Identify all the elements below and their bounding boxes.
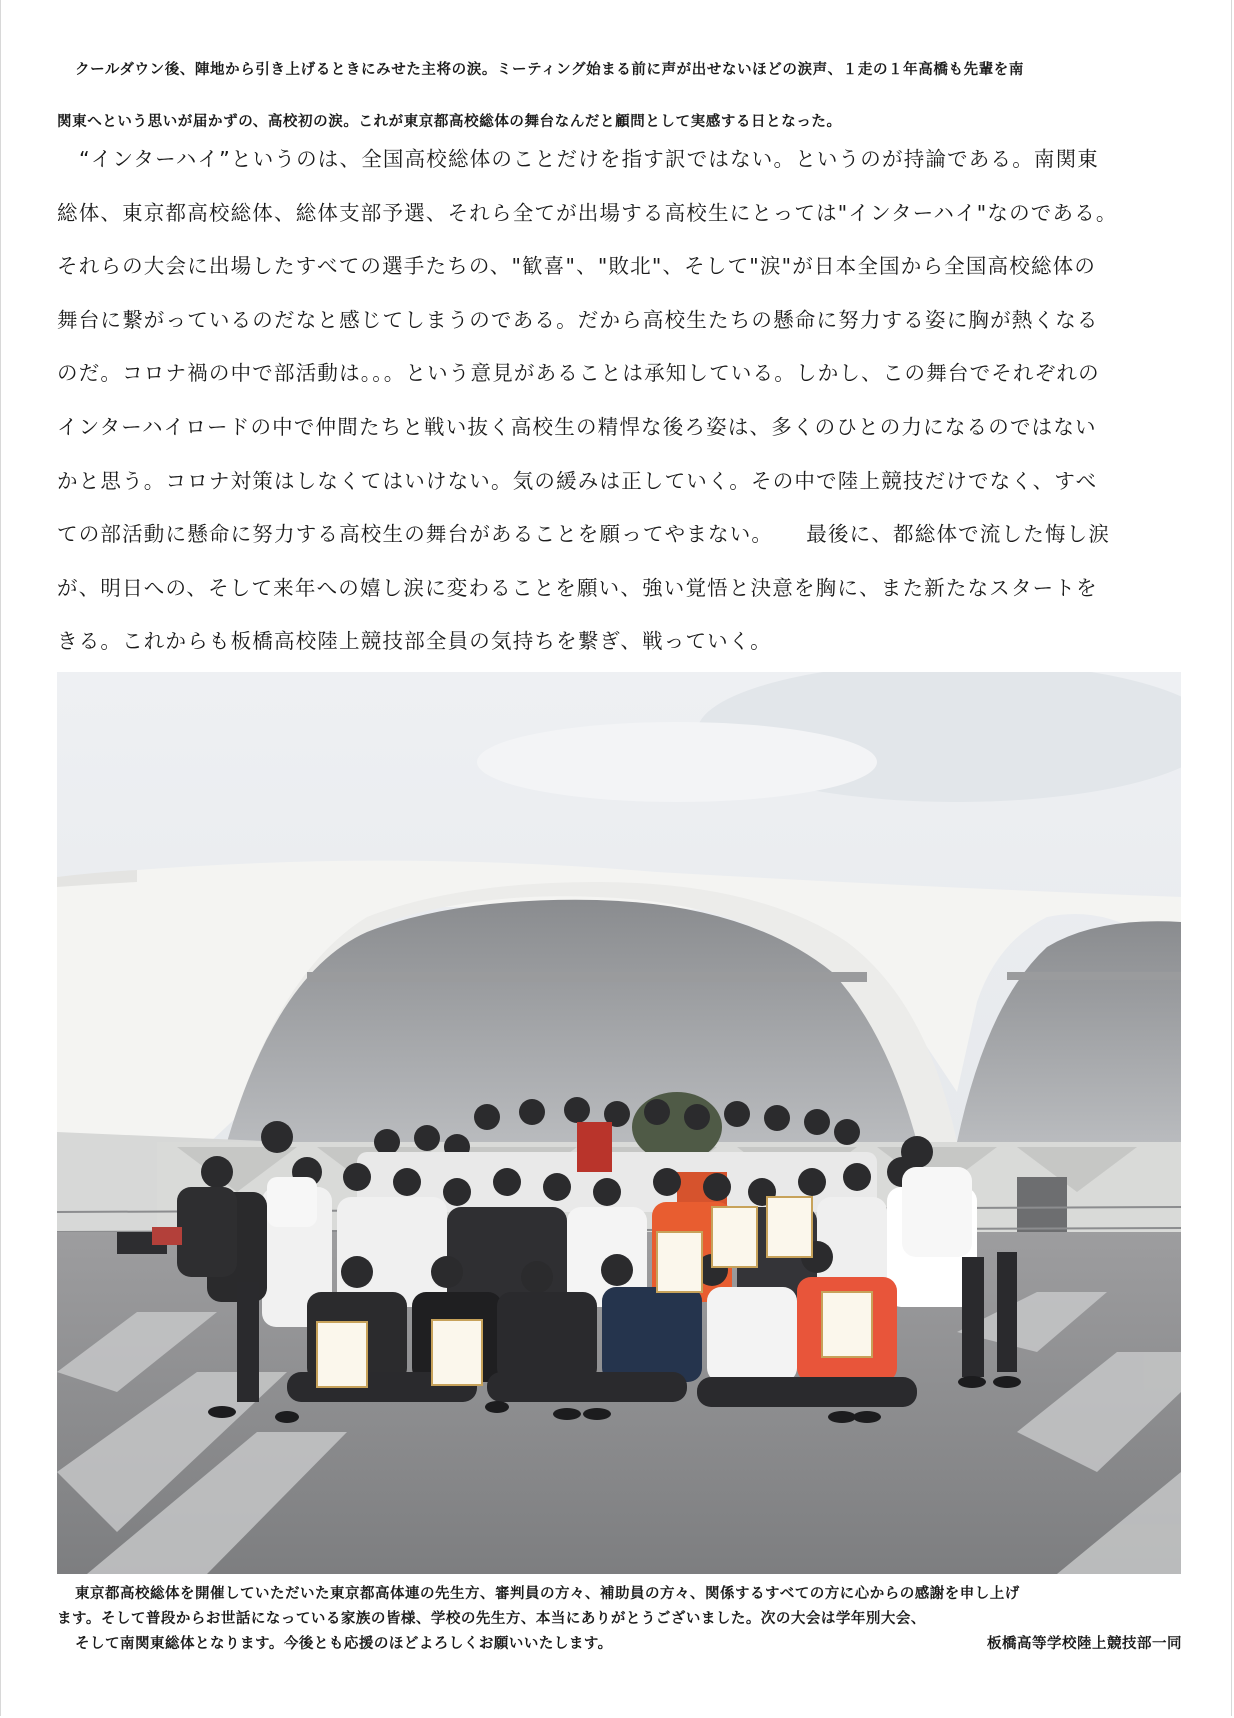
essay-line: 総体、東京都高校総体、総体支部予選、それら全てが出場する高校生にとっては"インターハイ"なのである。 (57, 200, 1118, 225)
essay-line: “インターハイ”というのは、全国高校総体のことだけを指す訳ではない。というのが持論である。南関東 (79, 147, 1099, 171)
essay-line: かと思う。コロナ対策はしなくてはいけない。気の緩みは正していく。その中で陸上競技だけでなく、すべ (57, 468, 1098, 493)
team-photo-icon (57, 672, 1181, 1574)
intro-line: クールダウン後、陣地から引き上げるときにみせた主将の涙。ミーティング始まる前に声が出せないほどの涙声、１走の１年高橋も先輩を南 (75, 62, 1024, 78)
caption-line: そして南関東総体となります。今後とも応援のほどよろしくお願いいたします。 (75, 1636, 613, 1652)
caption-line: 東京都高校総体を開催していただいた東京都高体連の先生方、審判員の方々、補助員の方々、関係するすべての方に心からの感謝を申し上げ (75, 1586, 1020, 1602)
essay-line: が、明日への、そして来年への嬉し涙に変わることを願い、強い覚悟と決意を胸に、また新たなスタートを (57, 575, 1098, 600)
essay-line: ての部活動に懸命に努力する高校生の舞台があることを願ってやまない。 最後に、都総体で流した悔し涙 (57, 522, 1111, 547)
caption-line-with-signature (57, 1632, 1182, 1657)
photo-caption (57, 1582, 1182, 1657)
essay-line: きる。これからも板橋高校陸上競技部全員の気持ちを繋ぎ、戦っていく。 (57, 629, 772, 654)
caption-signature: 板橋高等学校陸上競技部一同 (987, 1636, 1182, 1652)
essay-line: それらの大会に出場したすべての選手たちの、"歓喜"、"敗北"、そして"涙"が日本全国から全国高校総体の (57, 254, 1097, 279)
caption-line: ます。そして普段からお世話になっている家族の皆様、学校の先生方、本当にありがとうございました。次の大会は学年別大会、 (57, 1611, 926, 1627)
essay-line: のだ。コロナ禍の中で部活動は。。。という意見があることは承知している。しかし、この舞台でそれぞれの (57, 361, 1100, 386)
essay-line: インターハイロードの中で仲間たちと戦い抜く高校生の精悍な後ろ姿は、多くのひとの力になるのではない (57, 414, 1097, 439)
essay-paragraph (57, 133, 1182, 669)
team-photo (57, 672, 1181, 1574)
intro-line: 関東へという思いが届かずの、高校初の涙。これが東京都高校総体の舞台なんだと顧問として実感する日となった。 (57, 114, 842, 130)
essay-line: 舞台に繋がっているのだなと感じてしまうのである。だから高校生たちの懸命に努力する姿に胸が熱くなる (57, 307, 1099, 332)
